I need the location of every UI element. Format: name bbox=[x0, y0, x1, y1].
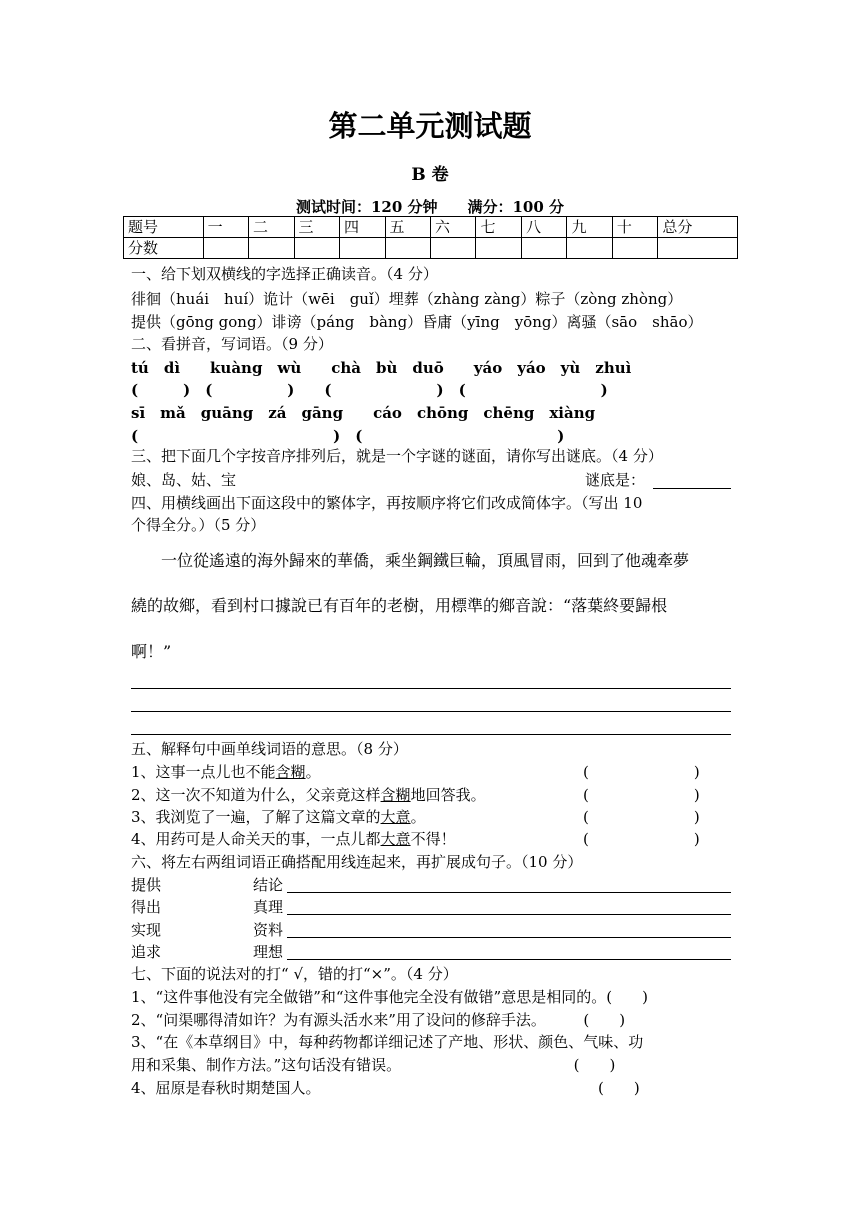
score-input-cell[interactable] bbox=[567, 238, 612, 259]
score-input-cell[interactable] bbox=[658, 238, 738, 259]
section-4-heading-line-1: 四、用横线画出下面这段中的繁体字，再按顺序将它们改成简体字。（写出 10 bbox=[131, 494, 643, 512]
sentence-line[interactable] bbox=[287, 914, 731, 915]
q5-underlined-word: 大意 bbox=[380, 808, 411, 826]
question-5-item-2 bbox=[131, 785, 486, 805]
score-cell: 四 bbox=[340, 217, 385, 238]
q5-text: 不得！ bbox=[410, 830, 456, 848]
answer-blank-row-2[interactable]: ( ) ( ) bbox=[131, 427, 565, 445]
riddle-answer-line[interactable] bbox=[653, 488, 731, 489]
pinyin-row-2: sī mǎ guāng zá gāng cáo chōng chēng xiàng bbox=[131, 404, 596, 422]
score-cell: 七 bbox=[476, 217, 521, 238]
score-input-cell[interactable] bbox=[340, 238, 385, 259]
answer-blank-row-1[interactable]: ( ) ( ) ( ) ( ) bbox=[131, 381, 608, 399]
score-input-cell[interactable] bbox=[476, 238, 521, 259]
section-6-heading: 六、将左右两组词语正确搭配用线连起来，再扩展成句子。（10 分） bbox=[131, 853, 583, 871]
q5-answer-paren[interactable]: ( ) bbox=[583, 763, 700, 781]
q5-underlined-word: 大意 bbox=[380, 830, 411, 848]
right-word: 真理 bbox=[253, 898, 284, 916]
score-input-cell[interactable] bbox=[249, 238, 294, 259]
q5-text: 地回答我。 bbox=[410, 786, 486, 804]
question-5-item-4 bbox=[131, 829, 456, 849]
score-cell: 六 bbox=[430, 217, 475, 238]
score-cell: 二 bbox=[249, 217, 294, 238]
q5-underlined-word: 含糊 bbox=[275, 763, 306, 781]
section-1-line-2: 提供（gōng gong）诽谤（páng bàng）昏庸（yīng yōng）离骚（sāo shāo） bbox=[131, 313, 703, 331]
page-title: 第二单元测试题 bbox=[328, 109, 532, 143]
right-word: 理想 bbox=[253, 943, 284, 961]
question-5-item-1 bbox=[131, 762, 321, 782]
section-4-heading-line-2: 个得全分。）（5 分） bbox=[131, 516, 266, 534]
score-table-score-row bbox=[124, 238, 738, 259]
score-cell: 总分 bbox=[658, 217, 738, 238]
left-word: 得出 bbox=[131, 898, 162, 916]
writing-line-2[interactable] bbox=[131, 711, 731, 712]
q5-text: 。 bbox=[305, 763, 321, 781]
score-cell: 三 bbox=[294, 217, 339, 238]
score-cell: 五 bbox=[385, 217, 430, 238]
traditional-passage-line-3: 啊！” bbox=[131, 642, 172, 661]
judgement-item-4: 4、屈原是春秋时期楚国人。 ( ) bbox=[131, 1079, 640, 1097]
sentence-line[interactable] bbox=[287, 959, 731, 960]
score-input-cell[interactable] bbox=[203, 238, 248, 259]
q5-text: 4、用药可是人命关天的事，一点儿都 bbox=[131, 830, 381, 848]
q5-text: 1、这事一点儿也不能 bbox=[131, 763, 276, 781]
q5-answer-paren[interactable]: ( ) bbox=[583, 808, 700, 826]
right-word: 结论 bbox=[253, 876, 284, 894]
left-word: 提供 bbox=[131, 876, 162, 894]
time-info: 测试时间：120 分钟 满分：100 分 bbox=[295, 198, 565, 216]
traditional-passage-line-1: 一位從遙遠的海外歸來的華僑，乘坐鋼鐵巨輪，頂風冒雨，回到了他魂牽夢 bbox=[161, 551, 690, 570]
score-input-cell[interactable] bbox=[385, 238, 430, 259]
score-input-cell[interactable] bbox=[294, 238, 339, 259]
q5-answer-paren[interactable]: ( ) bbox=[583, 786, 700, 804]
writing-line-1[interactable] bbox=[131, 688, 731, 689]
judgement-item-2: 2、“问渠哪得清如许？为有源头活水来”用了设问的修辞手法。 ( ) bbox=[131, 1011, 626, 1029]
q5-answer-paren[interactable]: ( ) bbox=[583, 830, 700, 848]
section-3-heading: 三、把下面几个字按音序排列后，就是一个字谜的谜面，请你写出谜底。（4 分） bbox=[131, 447, 663, 465]
score-cell: 十 bbox=[612, 217, 657, 238]
traditional-passage-line-2: 繞的故鄉，看到村口據說已有百年的老樹，用標準的鄉音說：“落葉終要歸根 bbox=[131, 596, 668, 615]
volume-label: B 卷 bbox=[411, 165, 449, 185]
writing-line-3[interactable] bbox=[131, 734, 731, 735]
section-2-heading: 二、看拼音，写词语。（9 分） bbox=[131, 335, 333, 353]
score-table bbox=[123, 216, 738, 259]
riddle-chars: 娘、岛、姑、宝 bbox=[131, 471, 237, 489]
score-label-cell: 分数 bbox=[124, 238, 204, 259]
question-5-item-3 bbox=[131, 807, 426, 827]
sentence-line[interactable] bbox=[287, 937, 731, 938]
sentence-line[interactable] bbox=[287, 892, 731, 893]
score-cell: 一 bbox=[203, 217, 248, 238]
left-word: 追求 bbox=[131, 943, 162, 961]
score-input-cell[interactable] bbox=[430, 238, 475, 259]
section-5-heading: 五、解释句中画单线词语的意思。（8 分） bbox=[131, 740, 408, 758]
judgement-item-1: 1、“这件事他没有完全做错”和“这件事他完全没有做错”意思是相同的。( ) bbox=[131, 988, 648, 1006]
judgement-item-3-line-2: 用和采集、制作方法。”这句话没有错误。 ( ) bbox=[131, 1056, 616, 1074]
section-7-heading: 七、下面的说法对的打“ √，错的打“×”。（4 分） bbox=[131, 965, 458, 983]
q5-underlined-word: 含糊 bbox=[380, 786, 411, 804]
right-word: 资料 bbox=[253, 921, 284, 939]
left-word: 实现 bbox=[131, 921, 162, 939]
section-1-heading: 一、给下划双横线的字选择正确读音。（4 分） bbox=[131, 265, 438, 283]
q5-text: 2、这一次不知道为什么，父亲竟这样 bbox=[131, 786, 381, 804]
score-cell: 八 bbox=[521, 217, 566, 238]
judgement-item-3-line-1: 3、“在《本草纲目》中，每种药物都详细记述了产地、形状、颜色、气味、功 bbox=[131, 1033, 644, 1051]
pinyin-row-1: tú dì kuàng wù chà bù duō yáo yáo yù zhuì bbox=[131, 359, 632, 377]
score-input-cell[interactable] bbox=[612, 238, 657, 259]
score-cell: 九 bbox=[567, 217, 612, 238]
score-input-cell[interactable] bbox=[521, 238, 566, 259]
section-1-line-1: 徘徊（huái huí）诡计（wēi guǐ）埋葬（zhàng zàng）粽子（zòng zhòng） bbox=[131, 290, 683, 308]
q5-text: 。 bbox=[410, 808, 426, 826]
score-cell: 题号 bbox=[124, 217, 204, 238]
score-table-header-row bbox=[124, 217, 738, 238]
q5-text: 3、我浏览了一遍，了解了这篇文章的 bbox=[131, 808, 381, 826]
riddle-answer-label: 谜底是： bbox=[585, 471, 646, 489]
